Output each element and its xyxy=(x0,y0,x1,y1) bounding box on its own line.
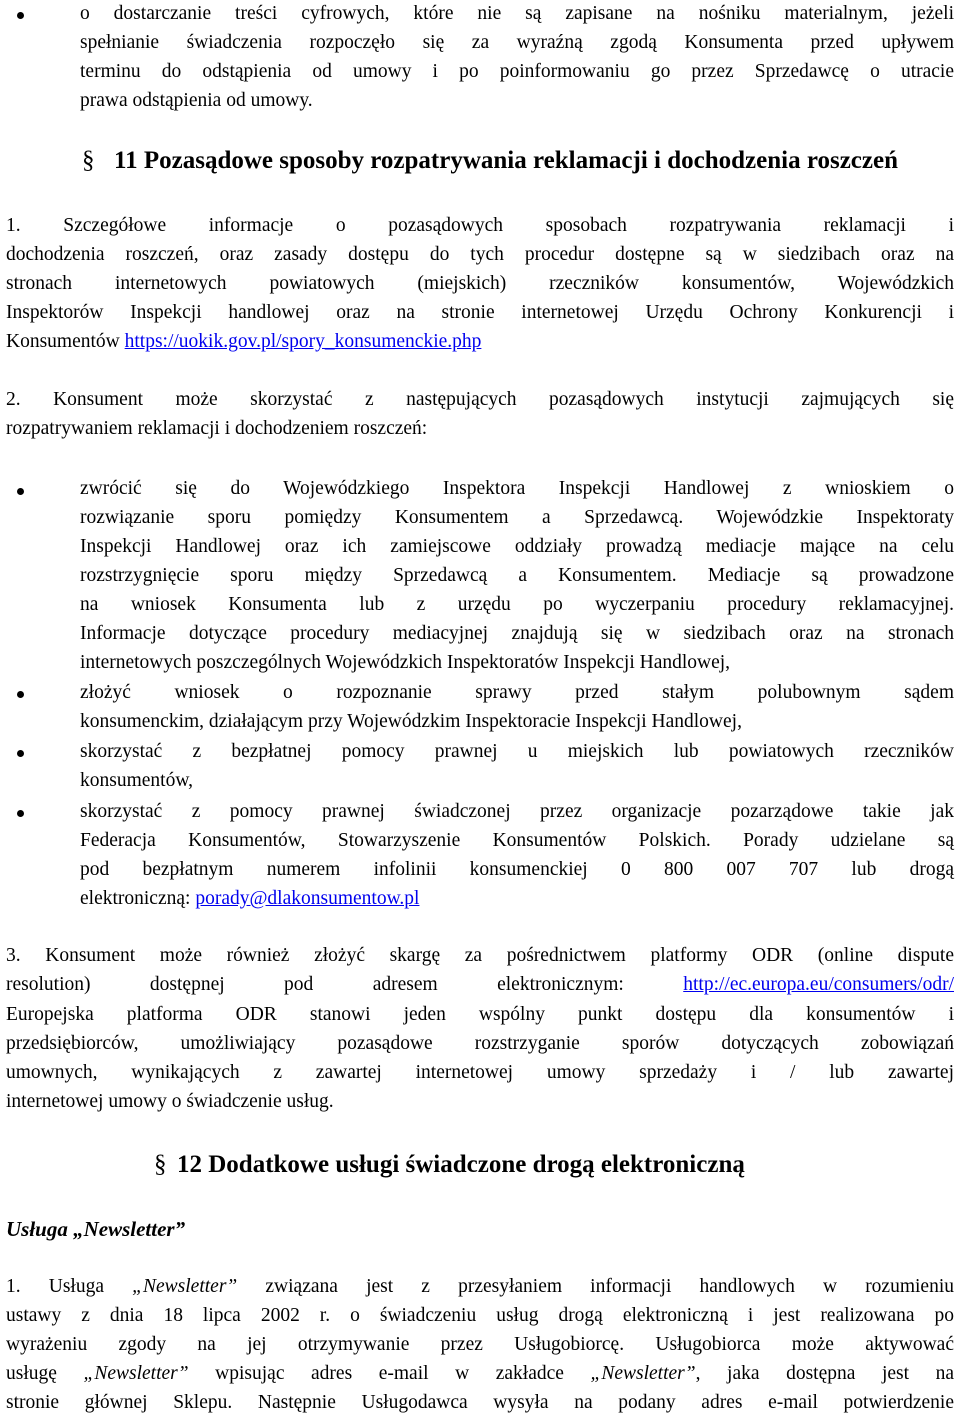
list-item-line: skorzystać z pomocy prawnej świadczonej przez organizacje pozarządowe takie jak xyxy=(80,801,954,822)
paragraph-line: ustawy z dnia 18 lipca 2002 r. o świadczeniu usług drogą elektroniczną i jest realizowana po xyxy=(6,1305,954,1326)
list-item-line: rozstrzygnięcie sporu między Sprzedawcą a Konsumentem. Mediacje są prowadzone xyxy=(80,565,954,586)
paragraph-text: wpisując adres e-mail w zakładce xyxy=(188,1363,591,1384)
section-12-title: 12 Dodatkowe usługi świadczone drogą elektroniczną xyxy=(177,1151,745,1178)
section-11-title: 11 Pozasądowe sposoby rozpatrywania reklamacji i dochodzenia roszczeń xyxy=(114,147,898,174)
bullet-dot xyxy=(17,12,24,19)
list-item-line: konsumentów, xyxy=(80,770,194,791)
list-item-text: elektroniczną: xyxy=(80,888,196,909)
section-mark: § xyxy=(154,1151,167,1178)
paragraph-line xyxy=(6,1362,954,1386)
paragraph-line xyxy=(6,330,481,354)
paragraph-line: stronach internetowych powiatowych (miejskich) rzeczników konsumentów, Wojewódzkich xyxy=(6,273,954,294)
list-item-line: pod bezpłatnym numerem infolinii konsumenckiej 0 800 007 707 lub drogą xyxy=(80,859,954,880)
paragraph-text-italic: „Newsletter” xyxy=(590,1363,696,1384)
paragraph-text-italic: „Newsletter” xyxy=(83,1363,189,1384)
list-item-line: rozwiązanie sporu pomiędzy Konsumentem a Sprzedawcą. Wojewódzkie Inspektoraty xyxy=(80,507,954,528)
paragraph-line: wyrażeniu zgody na jej otrzymywanie przez Usługobiorcę. Usługobiorca może aktywować xyxy=(6,1334,954,1355)
paragraph-text: , jaka dostępna jest na xyxy=(695,1363,955,1384)
list-item-line xyxy=(80,887,419,911)
paragraph-text: usługę xyxy=(6,1363,84,1384)
paragraph-text: 1. Usługa xyxy=(6,1276,133,1297)
paragraph-text: resolution) dostępnej pod adresem elektronicznym: xyxy=(6,974,684,995)
paragraph-line: internetowej umowy o świadczenie usług. xyxy=(6,1091,334,1112)
email-link[interactable]: porady@dlakonsumentow.pl xyxy=(195,888,420,909)
list-item-line: internetowych poszczególnych Wojewódzkich Inspektoratów Inspekcji Handlowej, xyxy=(80,652,731,673)
paragraph-line: dochodzenia roszczeń, oraz zasady dostępu do tych procedur dostępne są w siedzibach oraz na xyxy=(6,244,954,265)
list-item-line: na wniosek Konsumenta lub z urzędu po wyczerpaniu procedury reklamacyjnej. xyxy=(80,594,954,615)
list-item-line: zwrócić się do Wojewódzkiego Inspektora Inspekcji Handlowej z wnioskiem o xyxy=(80,478,954,499)
paragraph-line: umownych, wynikających z zawartej internetowej umowy sprzedaży i / lub zawartej xyxy=(6,1062,954,1083)
paragraph-line: Europejska platforma ODR stanowi jeden wspólny punkt dostępu dla konsumentów i xyxy=(6,1004,954,1025)
section-mark: § xyxy=(82,147,95,174)
intro-bullet-line: o dostarczanie treści cyfrowych, które nie są zapisane na nośniku materialnym, jeżeli xyxy=(80,3,954,24)
paragraph-line: Inspektorów Inspekcji handlowej oraz na stronie internetowej Urzędu Ochrony Konkurencji i xyxy=(6,302,954,323)
paragraph-line: 3. Konsument może również złożyć skargę za pośrednictwem platformy ODR (online dispute xyxy=(6,945,954,966)
paragraph-text-italic: „Newsletter” xyxy=(132,1276,238,1297)
intro-bullet-line: terminu do odstąpienia od umowy i po poinformowaniu go przez Sprzedawcę o utracie xyxy=(80,61,954,82)
intro-bullet-line: prawa odstąpienia od umowy. xyxy=(80,90,313,111)
uokik-link[interactable]: https://uokik.gov.pl/spory_konsumenckie.php xyxy=(124,331,482,352)
bullet-dot xyxy=(17,810,24,817)
odr-link[interactable]: http://ec.europa.eu/consumers/odr/ xyxy=(683,974,954,995)
list-item-line: złożyć wniosek o rozpoznanie sprawy przed stałym polubownym sądem xyxy=(80,682,954,703)
paragraph-line: przedsiębiorców, umożliwiający pozasądowe rozstrzyganie sporów dotyczących zobowiązań xyxy=(6,1033,954,1054)
paragraph-line: rozpatrywaniem reklamacji i dochodzeniem roszczeń: xyxy=(6,418,428,439)
intro-bullet-line: spełnianie świadczenia rozpoczęło się za wyraźną zgodą Konsumenta przed upływem xyxy=(80,32,954,53)
paragraph-line: stronie głównej Sklepu. Następnie Usługodawca wysyła na podany adres e-mail potwierdzenie xyxy=(6,1392,954,1413)
paragraph-text: związana jest z przesyłaniem informacji handlowych w rozumieniu xyxy=(237,1276,954,1297)
paragraph-text: Konsumentów xyxy=(6,331,125,352)
list-item-line: Informacje dotyczące procedury mediacyjnej znajdują się w siedzibach oraz na stronach xyxy=(80,623,954,644)
paragraph-line xyxy=(6,973,954,997)
bullet-dot xyxy=(17,750,24,757)
bullet-dot xyxy=(17,488,24,495)
newsletter-subheading: Usługa „Newsletter” xyxy=(6,1217,186,1241)
list-item-line: Inspekcji Handlowej oraz ich zamiejscowe oddziały prowadzą mediacje mające na celu xyxy=(80,536,954,557)
paragraph-line: 1. Szczegółowe informacje o pozasądowych sposobach rozpatrywania reklamacji i xyxy=(6,215,954,236)
paragraph-line xyxy=(6,1275,954,1299)
paragraph-line: 2. Konsument może skorzystać z następujących pozasądowych instytucji zajmujących się xyxy=(6,389,954,410)
list-item-line: skorzystać z bezpłatnej pomocy prawnej u miejskich lub powiatowych rzeczników xyxy=(80,741,954,762)
list-item-line: Federacja Konsumentów, Stowarzyszenie Konsumentów Polskich. Porady udzielane są xyxy=(80,830,954,851)
bullet-dot xyxy=(17,691,24,698)
list-item-line: konsumenckim, działającym przy Wojewódzkim Inspektoracie Inspekcji Handlowej, xyxy=(80,711,742,732)
